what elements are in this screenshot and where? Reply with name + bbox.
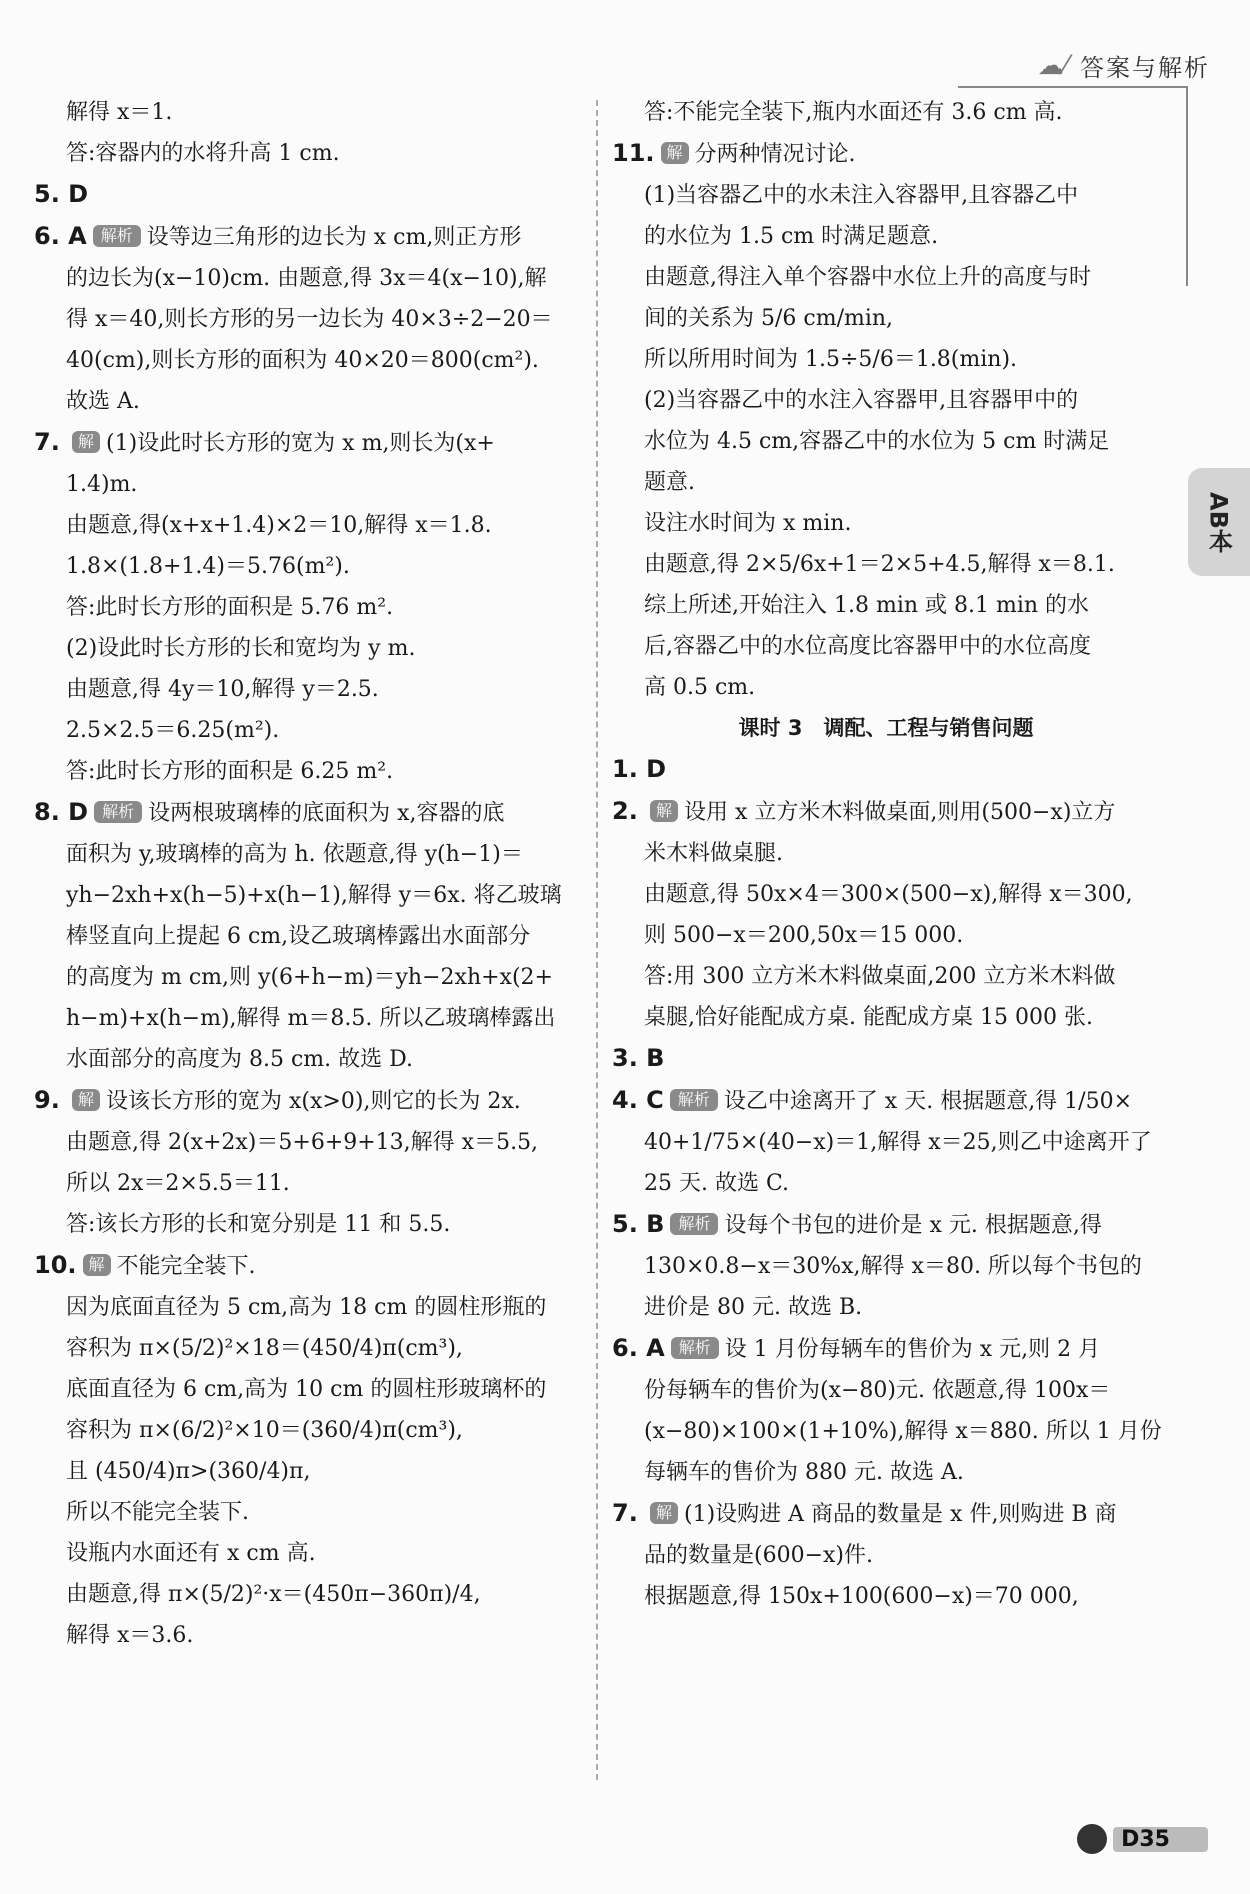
solution-tag: 解析 bbox=[94, 801, 142, 823]
line-text: 水面部分的高度为 8.5 cm. 故选 D. bbox=[66, 1047, 413, 1072]
question-number: 3. B bbox=[612, 1044, 665, 1072]
line-text: 设每个书包的进价是 x 元. 根据题意,得 bbox=[724, 1213, 1102, 1238]
answer-line bbox=[612, 544, 1160, 585]
answer-line bbox=[612, 133, 1160, 175]
header-title: 答案与解析 bbox=[1080, 54, 1210, 82]
answer-line bbox=[612, 1452, 1160, 1493]
question-number: 2. bbox=[612, 797, 638, 825]
answer-line bbox=[612, 298, 1160, 339]
answer-line bbox=[612, 462, 1160, 503]
line-text: (1)设此时长方形的宽为 x m,则长为(x+ bbox=[106, 431, 495, 456]
question-number: 11. bbox=[612, 139, 655, 167]
line-text: 解得 x＝3.6. bbox=[66, 1623, 194, 1648]
line-text: 答:不能完全装下,瓶内水面还有 3.6 cm 高. bbox=[644, 100, 1063, 125]
answer-line bbox=[612, 833, 1160, 874]
answer-line bbox=[34, 628, 582, 669]
answer-line bbox=[34, 916, 582, 957]
answer-line bbox=[34, 1410, 582, 1451]
answer-line bbox=[612, 1246, 1160, 1287]
answer-line bbox=[34, 1328, 582, 1369]
line-text: 设注水时间为 x min. bbox=[644, 511, 852, 536]
answer-line bbox=[612, 874, 1160, 915]
line-text: 设等边三角形的边长为 x cm,则正方形 bbox=[146, 225, 522, 250]
line-text: 40+1/75×(40−x)＝1,解得 x＝25,则乙中途离开了 bbox=[644, 1130, 1152, 1155]
column-divider bbox=[596, 100, 598, 1780]
line-text: 所以不能完全装下. bbox=[66, 1500, 249, 1525]
line-text: (x−80)×100×(1+10%),解得 x＝880. 所以 1 月份 bbox=[644, 1419, 1162, 1444]
answer-line bbox=[34, 792, 582, 834]
answer-line bbox=[612, 380, 1160, 421]
line-text: 1.8×(1.8+1.4)＝5.76(m²). bbox=[66, 554, 350, 579]
answer-line bbox=[34, 340, 582, 381]
answer-line bbox=[612, 1576, 1160, 1617]
question-number: 5. D bbox=[34, 180, 89, 208]
header-decoration-icon: ☁⁄ bbox=[1037, 50, 1068, 81]
line-text: 综上所述,开始注入 1.8 min 或 8.1 min 的水 bbox=[644, 593, 1090, 618]
answer-line bbox=[34, 1574, 582, 1615]
line-text: (2)当容器乙中的水注入容器甲,且容器甲中的 bbox=[644, 388, 1079, 413]
answer-line bbox=[34, 710, 582, 751]
answer-line bbox=[612, 997, 1160, 1038]
line-text: 的水位为 1.5 cm 时满足题意. bbox=[644, 224, 939, 249]
line-text: 由题意,得(x+x+1.4)×2＝10,解得 x＝1.8. bbox=[66, 513, 492, 538]
line-text: 底面直径为 6 cm,高为 10 cm 的圆柱形玻璃杯的 bbox=[66, 1377, 547, 1402]
line-text: 间的关系为 5/6 cm/min, bbox=[644, 306, 894, 331]
answer-line bbox=[34, 1080, 582, 1122]
answer-line bbox=[612, 1287, 1160, 1328]
answer-line bbox=[612, 749, 1160, 791]
solution-tag: 解 bbox=[72, 1089, 100, 1111]
line-text: 答:该长方形的长和宽分别是 11 和 5.5. bbox=[66, 1212, 451, 1237]
page-footer bbox=[1077, 1824, 1208, 1854]
answer-line bbox=[34, 464, 582, 505]
line-text: (2)设此时长方形的长和宽均为 y m. bbox=[66, 636, 416, 661]
line-text: (1)当容器乙中的水未注入容器甲,且容器乙中 bbox=[644, 183, 1079, 208]
line-text: 40(cm),则长方形的面积为 40×20＝800(cm²). bbox=[66, 348, 539, 373]
line-text: 容积为 π×(6/2)²×10＝(360/4)π(cm³), bbox=[66, 1418, 463, 1443]
answer-line bbox=[34, 957, 582, 998]
line-text: 解得 x＝1. bbox=[66, 100, 173, 125]
answer-line bbox=[34, 834, 582, 875]
line-text: 由题意,得注入单个容器中水位上升的高度与时 bbox=[644, 265, 1091, 290]
answer-line bbox=[34, 422, 582, 464]
answer-line bbox=[34, 133, 582, 174]
line-text: 进价是 80 元. 故选 B. bbox=[644, 1295, 863, 1320]
answer-line bbox=[34, 669, 582, 710]
line-text: h−m)+x(h−m),解得 m＝8.5. 所以乙玻璃棒露出 bbox=[66, 1006, 556, 1031]
line-text: 棒竖直向上提起 6 cm,设乙玻璃棒露出水面部分 bbox=[66, 924, 531, 949]
line-text: 答:容器内的水将升高 1 cm. bbox=[66, 141, 340, 166]
line-text: 由题意,得 2×5/6x+1＝2×5+4.5,解得 x＝8.1. bbox=[644, 552, 1115, 577]
line-text: 米木料做桌腿. bbox=[644, 841, 783, 866]
footer-ball-icon bbox=[1077, 1824, 1107, 1854]
line-text: 2.5×2.5＝6.25(m²). bbox=[66, 718, 280, 743]
answer-line bbox=[34, 1204, 582, 1245]
answer-line bbox=[34, 1245, 582, 1287]
answer-line bbox=[612, 216, 1160, 257]
answer-line bbox=[34, 381, 582, 422]
solution-tag: 解 bbox=[650, 1502, 678, 1524]
question-number: 6. A bbox=[612, 1334, 665, 1362]
line-text: 由题意,得 π×(5/2)²·x＝(450π−360π)/4, bbox=[66, 1582, 481, 1607]
answer-line bbox=[612, 585, 1160, 626]
line-text: 答:用 300 立方米木料做桌面,200 立方米木料做 bbox=[644, 964, 1116, 989]
answer-line bbox=[34, 998, 582, 1039]
answer-line bbox=[34, 1451, 582, 1492]
question-number: 4. C bbox=[612, 1086, 664, 1114]
solution-tag: 解 bbox=[661, 142, 689, 164]
answer-line bbox=[34, 92, 582, 133]
answer-line bbox=[612, 503, 1160, 544]
line-text: 容积为 π×(5/2)²×18＝(450/4)π(cm³), bbox=[66, 1336, 463, 1361]
answer-line bbox=[34, 216, 582, 258]
line-text: (1)设购进 A 商品的数量是 x 件,则购进 B 商 bbox=[684, 1502, 1117, 1527]
question-number: 1. D bbox=[612, 755, 667, 783]
answer-line bbox=[612, 175, 1160, 216]
solution-tag: 解 bbox=[650, 800, 678, 822]
question-number: 7. bbox=[34, 428, 60, 456]
answer-line bbox=[612, 667, 1160, 708]
answer-line bbox=[34, 505, 582, 546]
question-number: 6. A bbox=[34, 222, 87, 250]
line-text: 且 (450/4)π>(360/4)π, bbox=[66, 1459, 311, 1484]
answer-line bbox=[34, 1369, 582, 1410]
answer-line bbox=[34, 174, 582, 216]
question-number: 10. bbox=[34, 1251, 77, 1279]
question-number: 8. D bbox=[34, 798, 89, 826]
line-text: 高 0.5 cm. bbox=[644, 675, 756, 700]
side-tab: AB本 bbox=[1188, 468, 1250, 576]
answer-line bbox=[612, 1535, 1160, 1576]
line-text: 1.4)m. bbox=[66, 472, 138, 497]
line-text: 后,容器乙中的水位高度比容器甲中的水位高度 bbox=[644, 634, 1091, 659]
answer-line bbox=[612, 1328, 1160, 1370]
answer-line bbox=[612, 956, 1160, 997]
line-text: 由题意,得 2(x+2x)＝5+6+9+13,解得 x＝5.5, bbox=[66, 1130, 539, 1155]
solution-tag: 解析 bbox=[671, 1337, 719, 1359]
line-text: 设乙中途离开了 x 天. 根据题意,得 1/50× bbox=[723, 1089, 1133, 1114]
answer-line bbox=[34, 1287, 582, 1328]
answer-line bbox=[612, 1204, 1160, 1246]
page-header bbox=[1038, 48, 1210, 83]
answer-line bbox=[612, 1370, 1160, 1411]
question-number: 7. bbox=[612, 1499, 638, 1527]
left-column bbox=[34, 92, 582, 1656]
question-number: 5. B bbox=[612, 1210, 665, 1238]
solution-tag: 解析 bbox=[670, 1213, 718, 1235]
line-text: 故选 A. bbox=[66, 389, 140, 414]
line-text: 分两种情况讨论. bbox=[694, 142, 856, 167]
page-number: D35 bbox=[1113, 1827, 1208, 1852]
answer-line bbox=[612, 339, 1160, 380]
answer-line bbox=[34, 546, 582, 587]
line-text: 水位为 4.5 cm,容器乙中的水位为 5 cm 时满足 bbox=[644, 429, 1110, 454]
line-text: 根据题意,得 150x+100(600−x)＝70 000, bbox=[644, 1584, 1079, 1609]
line-text: 得 x＝40,则长方形的另一边长为 40×3÷2−20＝ bbox=[66, 307, 553, 332]
answer-line bbox=[34, 258, 582, 299]
answer-line bbox=[612, 1163, 1160, 1204]
header-rule bbox=[958, 86, 1188, 88]
line-text: yh−2xh+x(h−5)+x(h−1),解得 y＝6x. 将乙玻璃 bbox=[66, 883, 562, 908]
line-text: 答:此时长方形的面积是 6.25 m². bbox=[66, 759, 394, 784]
answer-line bbox=[612, 626, 1160, 667]
answer-line bbox=[34, 1039, 582, 1080]
solution-tag: 解析 bbox=[670, 1089, 718, 1111]
answer-line bbox=[612, 1122, 1160, 1163]
answer-line bbox=[612, 1493, 1160, 1535]
line-text: 设用 x 立方米木料做桌面,则用(500−x)立方 bbox=[684, 800, 1116, 825]
line-text: 设 1 月份每辆车的售价为 x 元,则 2 月 bbox=[724, 1337, 1101, 1362]
answer-line bbox=[34, 299, 582, 340]
line-text: 的高度为 m cm,则 y(6+h−m)＝yh−2xh+x(2+ bbox=[66, 965, 553, 990]
line-text: 桌腿,恰好能配成方桌. 能配成方桌 15 000 张. bbox=[644, 1005, 1093, 1030]
answer-line bbox=[612, 1411, 1160, 1452]
line-text: 由题意,得 50x×4＝300×(500−x),解得 x＝300, bbox=[644, 882, 1133, 907]
answer-line bbox=[612, 915, 1160, 956]
line-text: 不能完全装下. bbox=[116, 1254, 256, 1279]
line-text: 面积为 y,玻璃棒的高为 h. 依题意,得 y(h−1)＝ bbox=[66, 842, 523, 867]
answer-line bbox=[34, 1492, 582, 1533]
line-text: 130×0.8−x＝30%x,解得 x＝80. 所以每个书包的 bbox=[644, 1254, 1142, 1279]
answer-line bbox=[34, 587, 582, 628]
line-text: 设该长方形的宽为 x(x>0),则它的长为 2x. bbox=[106, 1089, 521, 1114]
question-number: 9. bbox=[34, 1086, 60, 1114]
answer-line bbox=[612, 1038, 1160, 1080]
solution-tag: 解析 bbox=[93, 225, 141, 247]
line-text: 课时 3 调配、工程与销售问题 bbox=[738, 716, 1034, 740]
answer-line bbox=[612, 421, 1160, 462]
line-text: 设瓶内水面还有 x cm 高. bbox=[66, 1541, 316, 1566]
answer-line bbox=[34, 751, 582, 792]
answer-line bbox=[612, 257, 1160, 298]
line-text: 则 500−x＝200,50x＝15 000. bbox=[644, 923, 964, 948]
solution-tag: 解 bbox=[72, 431, 100, 453]
line-text: 设两根玻璃棒的底面积为 x,容器的底 bbox=[148, 801, 505, 826]
answer-line bbox=[612, 92, 1160, 133]
right-column bbox=[612, 92, 1160, 1617]
line-text: 的边长为(x−10)cm. 由题意,得 3x＝4(x−10),解 bbox=[66, 266, 547, 291]
answer-line bbox=[34, 1615, 582, 1656]
line-text: 由题意,得 4y＝10,解得 y＝2.5. bbox=[66, 677, 379, 702]
answer-line bbox=[34, 1163, 582, 1204]
answer-line bbox=[612, 791, 1160, 833]
line-text: 所以 2x＝2×5.5＝11. bbox=[66, 1171, 290, 1196]
answer-line bbox=[34, 1533, 582, 1574]
line-text: 每辆车的售价为 880 元. 故选 A. bbox=[644, 1460, 964, 1485]
solution-tag: 解 bbox=[83, 1254, 111, 1276]
line-text: 份每辆车的售价为(x−80)元. 依题意,得 100x＝ bbox=[644, 1378, 1111, 1403]
line-text: 品的数量是(600−x)件. bbox=[644, 1543, 873, 1568]
answer-line bbox=[34, 1122, 582, 1163]
section-title bbox=[612, 708, 1160, 749]
answer-line bbox=[612, 1080, 1160, 1122]
line-text: 所以所用时间为 1.5÷5/6＝1.8(min). bbox=[644, 347, 1018, 372]
line-text: 题意. bbox=[644, 470, 695, 495]
answer-line bbox=[34, 875, 582, 916]
header-side-rule bbox=[1186, 86, 1188, 286]
line-text: 因为底面直径为 5 cm,高为 18 cm 的圆柱形瓶的 bbox=[66, 1295, 547, 1320]
line-text: 答:此时长方形的面积是 5.76 m². bbox=[66, 595, 394, 620]
line-text: 25 天. 故选 C. bbox=[644, 1171, 790, 1196]
